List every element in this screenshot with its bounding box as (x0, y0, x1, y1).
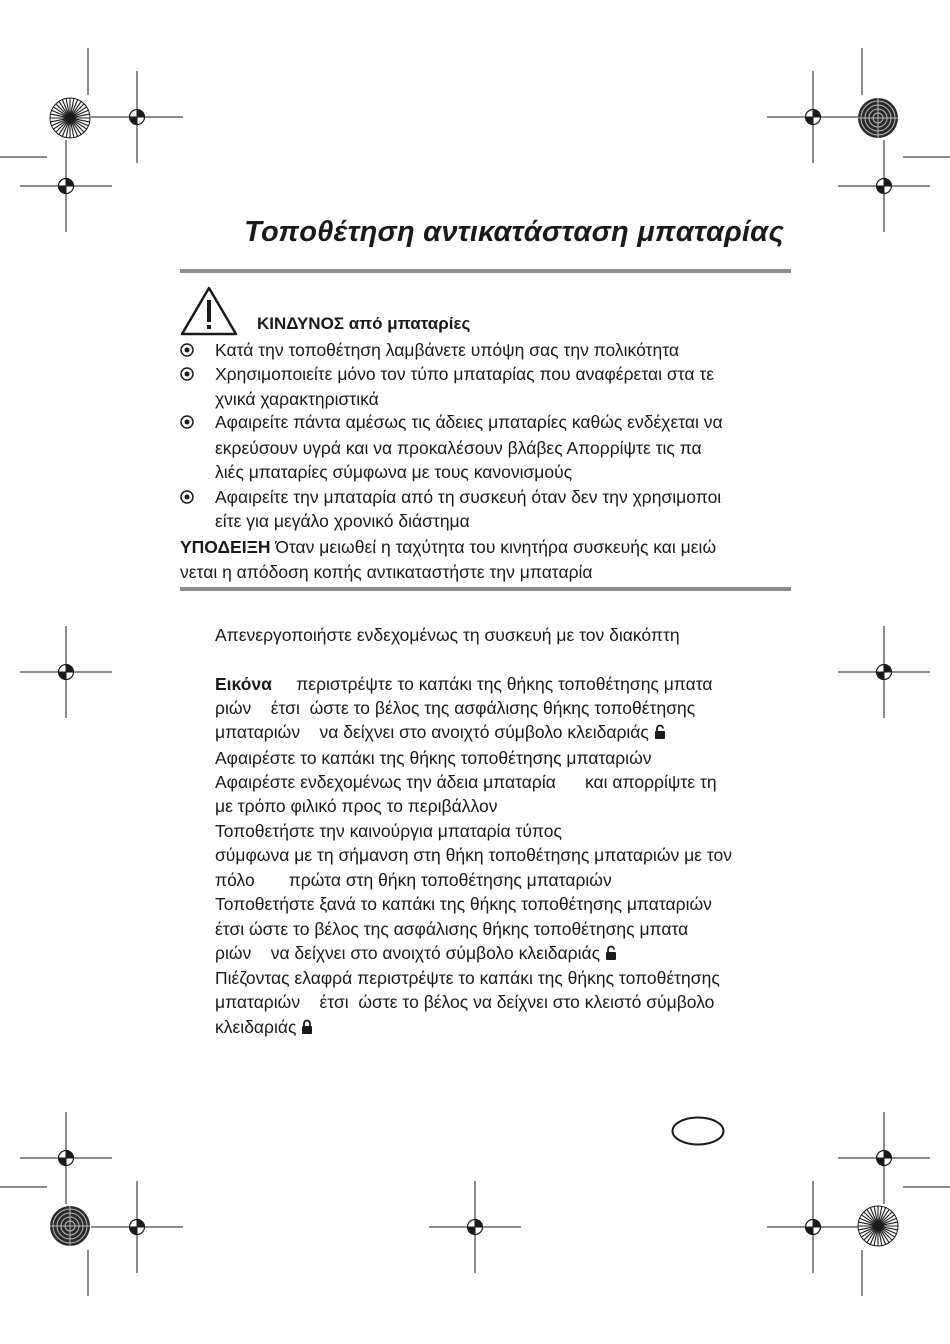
note-text-1: Όταν μειωθεί η ταχύτητα του κινητήρα συσκευής και μειώ (270, 537, 717, 557)
step-2-text-3: μπαταριών να δείχνει στο ανοιχτό σύμβολο κλειδαριάς (215, 722, 649, 742)
step-3: Αφαιρέστε το καπάκι της θήκης τοποθέτησης μπαταριών (215, 748, 652, 768)
step-7-line-1: Πιέζοντας ελαφρά περιστρέψτε το καπάκι της θήκης τοποθέτησης (215, 968, 720, 988)
step-5-line-3: πόλο πρώτα στη θήκη τοποθέτησης μπαταριών (215, 870, 612, 890)
step-4-line-1: Αφαιρέστε ενδεχομένως την άδεια μπαταρία και απορρίψτε τη (215, 772, 717, 792)
warning-item-4-line-2: είτε για μεγάλο χρονικό διάστημα (215, 511, 470, 531)
note-line-2: νεται η απόδοση κοπής αντικαταστήστε την μπαταρία (180, 562, 593, 582)
step-5-line-2: σύμφωνα με τη σήμανση στη θήκη τοποθέτησης μπαταριών με τον (215, 845, 732, 865)
warning-item-2-line-1: Χρησιμοποιείτε μόνο τον τύπο μπαταρίας που αναφέρεται στα τε (215, 364, 715, 384)
warning-item-3-line-2: εκρεύσουν υγρά και να προκαλέσουν βλάβες Απορρίψτε τις πα (215, 438, 702, 458)
step-6-line-2: έτσι ώστε το βέλος της ασφάλισης θήκης τοποθέτησης μπατα (215, 919, 689, 939)
warning-heading: ΚΙΝΔΥΝΟΣ από μπαταρίες (257, 314, 471, 333)
step-6-line-1: Τοποθετήστε ξανά το καπάκι της θήκης τοποθέτησης μπαταριών (215, 894, 712, 914)
warning-item-4-line-1: Αφαιρείτε την μπαταρία από τη συσκευή όταν δεν την χρησιμοποι (215, 487, 722, 507)
step-4-line-2: με τρόπο φιλικό προς το περιβάλλον (215, 796, 498, 816)
warning-item-2-line-2: χνικά χαρακτηριστικά (215, 389, 379, 409)
warning-item-3-line-3: λιές μπαταρίες σύμφωνα με τους κανονισμούς (215, 462, 573, 482)
step-5-line-1: Τοποθετήστε την καινούργια μπαταρία τύπος (215, 821, 562, 841)
note-label: ΥΠΟΔΕΙΞΗ (180, 537, 271, 557)
warning-item-3-line-1: Αφαιρείτε πάντα αμέσως τις άδειες μπαταρίες καθώς ενδέχεται να (215, 412, 723, 432)
step-2-line-2: ριών έτσι ώστε το βέλος της ασφάλισης θήκης τοποθέτησης (215, 698, 696, 718)
step-7-line-2: μπαταριών έτσι ώστε το βέλος να δείχνει στο κλειστό σύμβολο (215, 992, 715, 1012)
figure-label: Εικόνα (215, 674, 272, 694)
step-2-text-1: περιστρέψτε το καπάκι της θήκης τοποθέτησης μπατα (271, 674, 713, 694)
warning-item-1-line-1: Κατά την τοποθέτηση λαμβάνετε υπόψη σας την πολικότητα (215, 340, 679, 360)
step-6-text-3: ριών να δείχνει στο ανοιχτό σύμβολο κλειδαριάς (215, 943, 601, 963)
page-title: Τοποθέτηση αντικατάσταση μπαταρίας (244, 216, 784, 248)
step-7-text-3: κλειδαριάς (215, 1017, 297, 1037)
step-1: Απενεργοποιήστε ενδεχομένως τη συσκευή με τον διακόπτη (215, 625, 680, 645)
